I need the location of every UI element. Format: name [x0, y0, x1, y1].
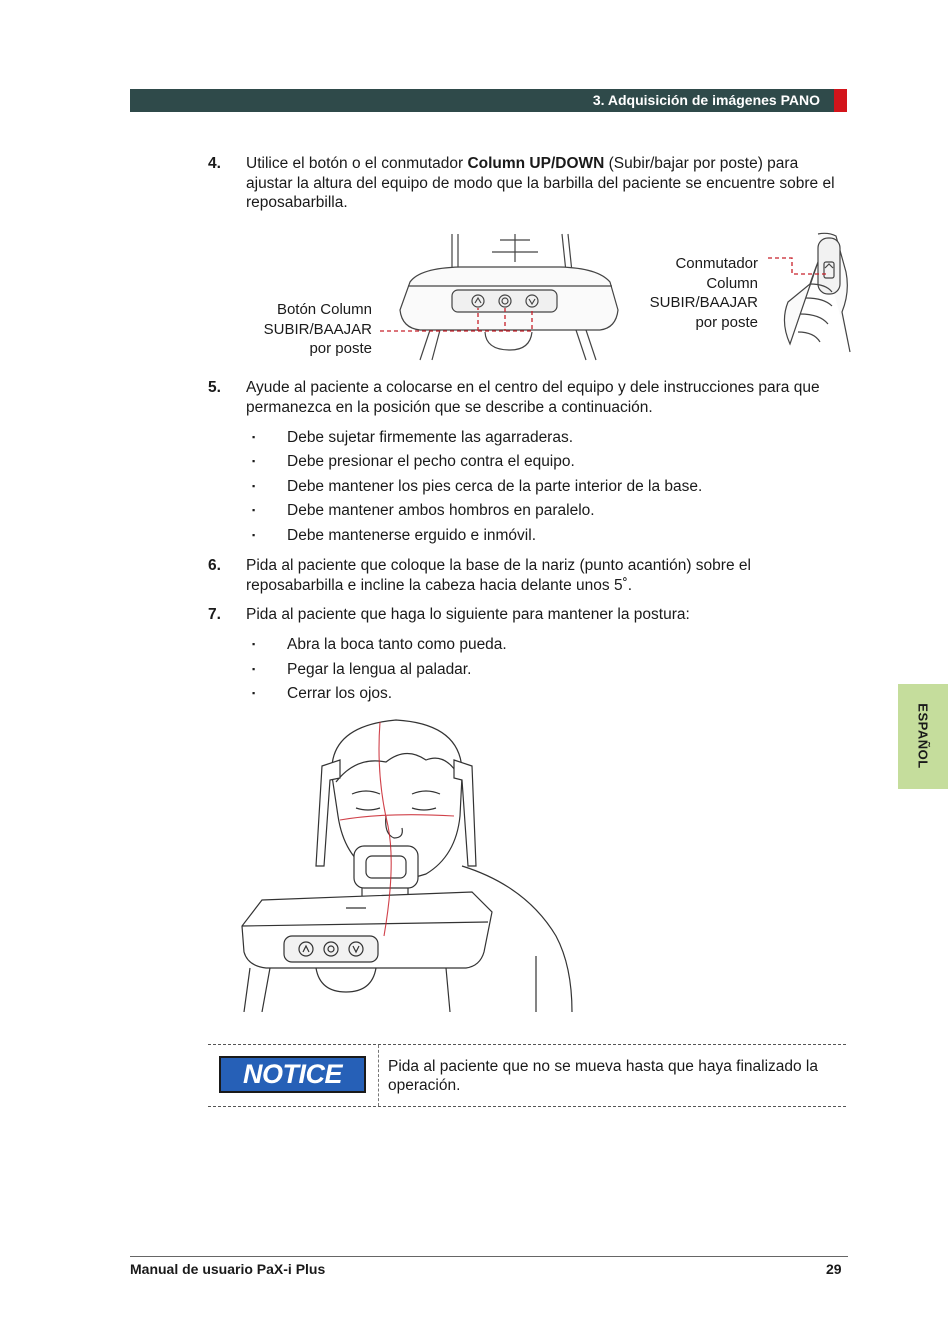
bullet-icon: ▪: [252, 664, 256, 674]
bullet-icon: ▪: [252, 505, 256, 515]
list-item-text: Debe mantener ambos hombros en paralelo.: [287, 502, 595, 519]
button-callout: [236, 300, 372, 359]
footer-divider: [130, 1256, 848, 1257]
step-text-bold: Column UP/DOWN: [467, 155, 605, 172]
callout-line: SUBIR/BAAJAR: [649, 294, 758, 311]
bullet-icon: ▪: [252, 688, 256, 698]
step-number: 4.: [208, 155, 221, 172]
step-text: [246, 154, 846, 213]
list-item-text: Debe mantener los pies cerca de la parte interior de la base.: [287, 478, 703, 495]
list-item-text: Debe sujetar firmemente las agarraderas.: [287, 429, 574, 446]
bullet-icon: ▪: [252, 639, 256, 649]
list-item-text: Abra la boca tanto como pueda.: [287, 636, 507, 653]
list-item-text: Pegar la lengua al paladar.: [287, 661, 472, 678]
step-text: Pida al paciente que haga lo siguiente para mantener la postura:: [246, 606, 690, 623]
step-text: Pida al paciente que coloque la base de la nariz (punto acantión) sobre el reposabarbilla e incline la cabeza hacia delante unos 5˚.: [246, 557, 751, 594]
bullet-icon: ▪: [252, 432, 256, 442]
notice-box: [208, 1044, 846, 1107]
patient-position-figure: [236, 716, 584, 1012]
callout-line: Botón Column: [276, 301, 372, 318]
list-item-text: Debe presionar el pecho contra el equipo.: [287, 453, 575, 470]
list-item-text: Debe mantenerse erguido e inmóvil.: [287, 527, 536, 544]
callout-line: Column: [706, 274, 758, 292]
list-item-text: Cerrar los ojos.: [287, 685, 393, 702]
language-tab: [898, 684, 948, 789]
notice-text: Pida al paciente que no se mueva hasta que haya finalizado la operación.: [388, 1058, 818, 1094]
step-number: 6.: [208, 557, 221, 574]
notice-badge: NOTICE: [219, 1056, 366, 1093]
callout-line: Conmutador: [675, 255, 758, 272]
callout-line: SUBIR/BAAJAR: [263, 320, 372, 338]
header-accent: [834, 89, 847, 112]
step-number: 7.: [208, 606, 221, 623]
page-number: 29: [826, 1261, 842, 1277]
switch-callout: [618, 254, 758, 332]
bullet-icon: ▪: [252, 481, 256, 491]
step-number: 5.: [208, 379, 221, 396]
callout-line: por poste: [309, 340, 372, 357]
notice-divider: [378, 1045, 379, 1106]
language-tab-label: ESPAÑOL: [915, 703, 931, 769]
bullet-icon: ▪: [252, 456, 256, 466]
step-text-part: (Subir/bajar por poste) para ajustar la altura del equipo de modo que la barbilla del paciente se encuentre sobre el reposabarbilla.: [246, 155, 835, 211]
step-text: Ayude al paciente a colocarse en el centro del equipo y dele instrucciones para que permanezca en la posición que se describe a continuación.: [246, 379, 820, 416]
section-title: 3. Adquisición de imágenes PANO: [592, 92, 820, 108]
step-text-part: Utilice el botón o el conmutador: [246, 155, 468, 172]
section-header-bar: [130, 89, 834, 112]
bullet-icon: ▪: [252, 530, 256, 540]
footer-manual-title: Manual de usuario PaX-i Plus: [130, 1261, 326, 1277]
callout-line: por poste: [695, 313, 758, 331]
